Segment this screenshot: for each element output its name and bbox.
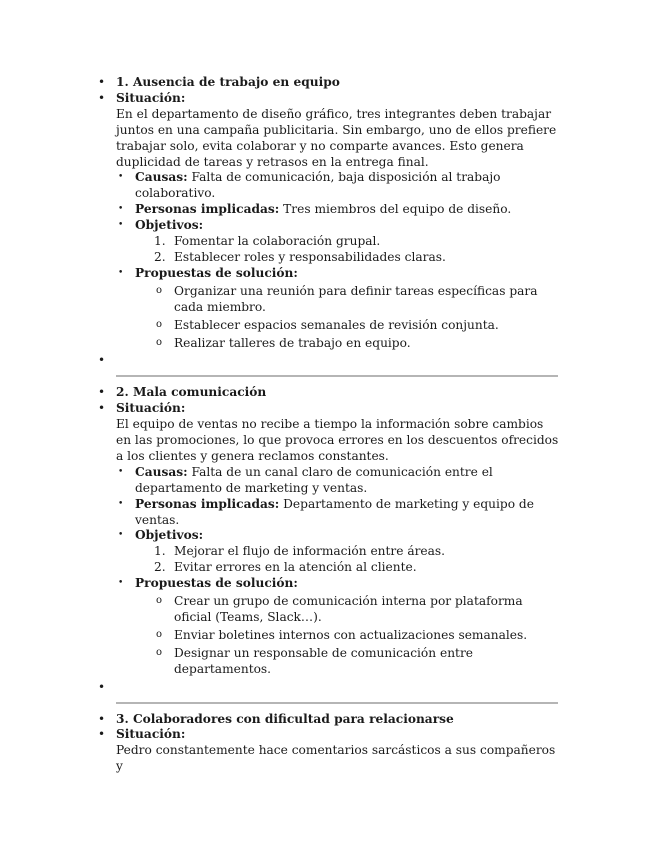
horizontal-rule xyxy=(116,702,558,704)
section-1-propuesta-3: o Realizar talleres de trabajo en equipo. xyxy=(96,336,559,352)
section-1-propuesta-2: o Establecer espacios semanales de revisión conjunta. xyxy=(96,318,559,334)
section-2-objetivos-label: • Objetivos: xyxy=(96,528,559,544)
empty-bullet xyxy=(96,353,559,369)
section-2-title: • 2. Mala comunicación xyxy=(96,385,559,401)
section-1-situacion-label: • Situación: xyxy=(96,91,559,107)
section-2-personas: • Personas implicadas: Departamento de marketing y equipo de ventas. xyxy=(96,497,559,529)
section-1-objetivos-label: • Objetivos: xyxy=(96,218,559,234)
section-2-objetivo-1: 1. Mejorar el flujo de información entre áreas. xyxy=(154,544,446,559)
section-2-propuestas-label: • Propuestas de solución: xyxy=(96,576,559,592)
section-1-propuestas-label: • Propuestas de solución: xyxy=(96,266,559,282)
section-2-situacion-text: El equipo de ventas no recibe a tiempo la información sobre cambios en las promociones, lo que provoca errores en los descuentos ofrecidos a los clientes y genera reclamos constantes. xyxy=(116,417,559,463)
section-3-title: • 3. Colaboradores con dificultad para relacionarse xyxy=(96,712,559,728)
section-1-propuesta-1: o Organizar una reunión para definir tareas específicas para cada miembro. xyxy=(96,284,559,316)
section-1-situacion-text: En el departamento de diseño gráfico, tres integrantes deben trabajar juntos en una campaña publicitaria. Sin embargo, uno de ellos prefiere trabajar solo, evita colaborar y no comparte avances. Esto genera duplicidad de tareas y retrasos en la entrega final. xyxy=(116,106,557,169)
section-1-title: • 1. Ausencia de trabajo en equipo xyxy=(96,75,559,91)
section-2-situacion-label: • Situación: xyxy=(96,401,559,417)
section-2-propuesta-2: o Enviar boletines internos con actualizaciones semanales. xyxy=(96,628,559,644)
section-1-objetivo-1: 1. Fomentar la colaboración grupal. xyxy=(154,234,381,249)
section-3-situacion-text: Pedro constantemente hace comentarios sarcásticos a sus compañeros y xyxy=(116,743,556,774)
section-1-causas: • Causas: Falta de comunicación, baja disposición al trabajo colaborativo. xyxy=(96,170,559,202)
empty-bullet xyxy=(96,680,559,696)
section-1-personas: • Personas implicadas: Tres miembros del equipo de diseño. xyxy=(96,202,559,218)
section-2-propuesta-1: o Crear un grupo de comunicación interna por plataforma oficial (Teams, Slack…). xyxy=(96,594,559,626)
section-3-situacion-label: • Situación: xyxy=(96,727,559,743)
section-2-causas: • Causas: Falta de un canal claro de comunicación entre el departamento de marketing y ventas. xyxy=(96,465,559,497)
section-2-objetivo-2: 2. Evitar errores en la atención al cliente. xyxy=(154,560,417,575)
horizontal-rule xyxy=(116,375,558,377)
section-1-objetivo-2: 2. Establecer roles y responsabilidades claras. xyxy=(154,249,446,264)
section-2-propuesta-3: o Designar un responsable de comunicación entre departamentos. xyxy=(96,646,559,678)
